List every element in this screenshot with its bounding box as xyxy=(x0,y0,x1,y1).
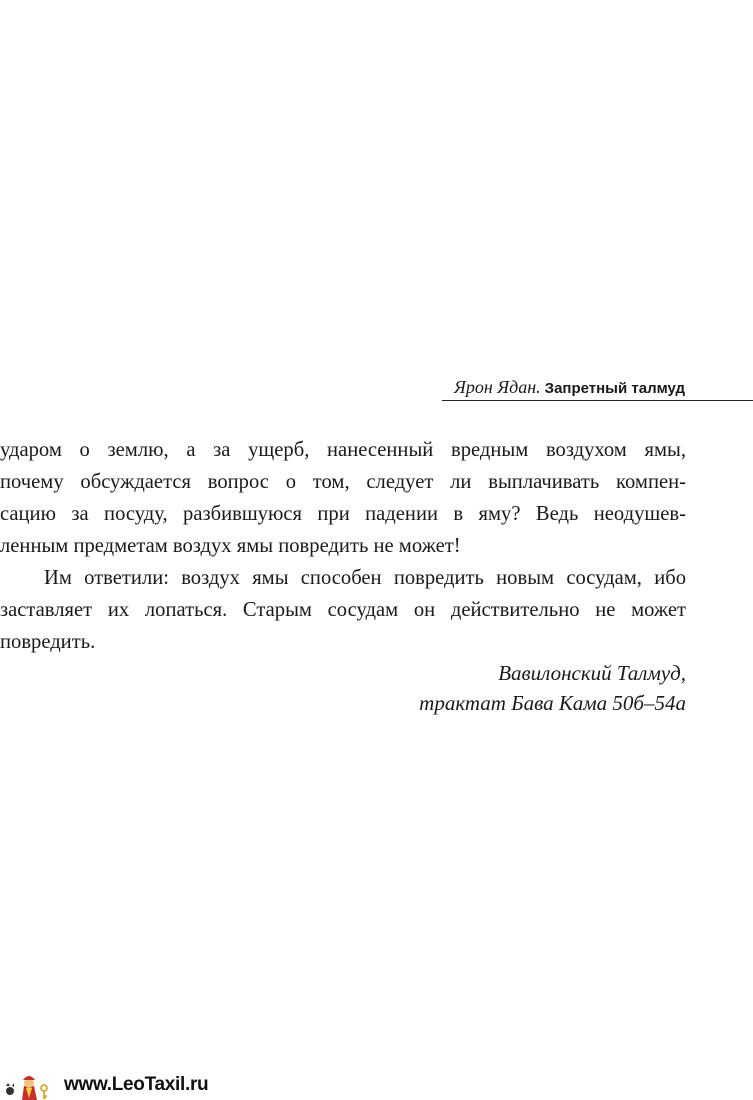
citation xyxy=(419,658,686,718)
text-line: заставляет их лопаться. Старым сосудам он действительно не может xyxy=(0,599,686,621)
body-text xyxy=(0,434,686,658)
text-line: Им ответили: воздух ямы способен повредить новым сосудам, ибо xyxy=(44,567,686,589)
header-book-title: Запретный талмуд xyxy=(544,380,685,397)
running-header xyxy=(0,376,753,406)
citation-line-1: Вавилонский Талмуд, xyxy=(498,661,686,685)
text-line: повредить. xyxy=(0,631,96,653)
mascot-logo-icon xyxy=(4,1074,52,1100)
watermark[interactable] xyxy=(0,1072,240,1100)
header-author: Ярон Ядан. xyxy=(454,377,541,397)
text-line: ударом о землю, а за ущерб, нанесенный вредным воздухом ямы, xyxy=(0,439,686,461)
text-line: ленным предметам воздух ямы повредить не может! xyxy=(0,535,461,557)
header-text xyxy=(454,376,685,400)
header-rule xyxy=(442,400,753,401)
text-line: почему обсуждается вопрос о том, следует ли выплачивать компен- xyxy=(0,471,686,493)
text-line: сацию за посуду, разбившуюся при падении в яму? Ведь неодушев- xyxy=(0,503,686,525)
citation-line-2: трактат Бава Кама 50б–54а xyxy=(419,691,686,715)
watermark-link[interactable]: www.LeoTaxil.ru xyxy=(64,1074,209,1095)
